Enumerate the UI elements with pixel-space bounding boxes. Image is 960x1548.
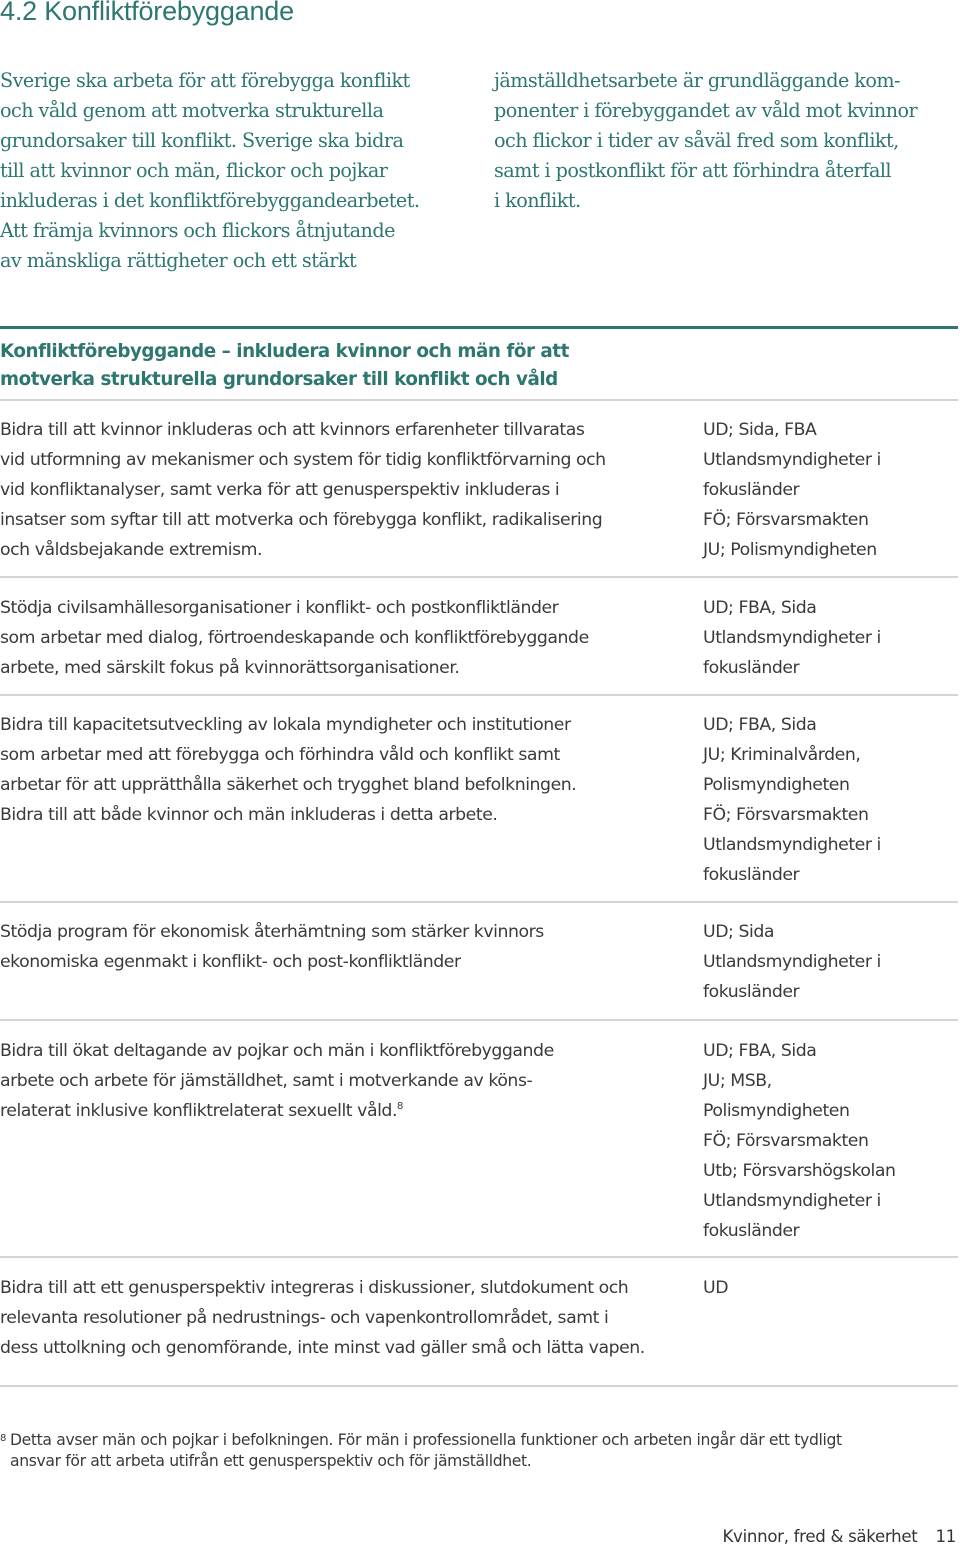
box-title: Konfliktförebyggande – inkludera kvinnor och män för att motverka strukturella grundorsaker till konflikt och våld: [0, 341, 569, 390]
row-description: Stödja civilsamhällesorganisationer i konflikt- och postkonfliktländer som arbetar med dialog, förtroendeskapande och konfliktförebyggande arbete, med särskilt fokus på kvinnorättsorganisationer.: [0, 598, 589, 678]
intro-text-left: Sverige ska arbeta för att förebygga konflikt och våld genom att motverka strukturella grundorsaker till konflikt. Sverige ska bidra till att kvinnor och män, flickor och pojkar inkluderas i det konfliktförebyggandearbetet. Att främja kvinnors och flickors åtnjutande av mänskliga rättigheter och ett stärkt: [0, 69, 420, 272]
intro-text-right: jämställdhetsarbete är grundläggande kom- ponenter i förebyggandet av våld mot kvinnor och flickor i tider av såväl fred som konflikt, samt i postkonflikt för att förhindra återfall i konflikt.: [494, 69, 918, 212]
page-number: 11: [935, 1527, 956, 1546]
divider: [0, 1019, 958, 1021]
row-responsible: UD; FBA, Sida JU; MSB, Polismyndigheten FÖ; Försvarsmakten Utb; Försvarshögskolan Utlandsmyndigheter i fokusländer: [703, 1041, 896, 1241]
row-responsible: UD; FBA, Sida Utlandsmyndigheter i fokusländer: [703, 598, 881, 678]
divider: [0, 694, 958, 696]
row-description: Bidra till att kvinnor inkluderas och att kvinnors erfarenheter tillvaratas vid utformning av mekanismer och system för tidig konfliktförvarning och vid konfliktanalyser, samt verka för att genusperspektiv inkluderas i insatser som syftar till att motverka och förebygga konflikt, radikalisering och våldsbejakande extremism.: [0, 420, 606, 560]
row-description: [0, 1036, 690, 1126]
divider: [0, 576, 958, 578]
row-responsible: UD; FBA, Sida JU; Kriminalvården, Polismyndigheten FÖ; Försvarsmakten Utlandsmyndigheter i fokusländer: [703, 715, 881, 885]
row-description: Stödja program för ekonomisk återhämtning som stärker kvinnors ekonomiska egenmakt i konflikt- och post-konfliktländer: [0, 922, 544, 972]
divider: [0, 901, 958, 903]
footnote-number: 8: [0, 1433, 7, 1444]
row-responsible: UD: [703, 1278, 729, 1298]
footnote-text: Detta avser män och pojkar i befolkningen. För män i professionella funktioner och arbeten ingår där ett tydligt ansvar för att arbeta utifrån ett genusperspektiv och för jämställdhet.: [10, 1431, 842, 1470]
publication-title: Kvinnor, fred & säkerhet: [722, 1527, 918, 1546]
row-responsible: UD; Sida, FBA Utlandsmyndigheter i fokusländer FÖ; Försvarsmakten JU; Polismyndigheten: [703, 420, 881, 560]
box-bottom-rule: [0, 1385, 958, 1387]
row-description: Bidra till kapacitetsutveckling av lokala myndigheter och institutioner som arbetar med att förebygga och förhindra våld och konflikt samt arbetar för att upprätthålla säkerhet och trygghet bland befolkningen. Bidra till att både kvinnor och män inkluderas i detta arbete.: [0, 715, 577, 825]
divider: [0, 399, 958, 401]
row-description: Bidra till att ett genusperspektiv integreras i diskussioner, slutdokument och relevanta resolutioner på nedrustnings- och vapenkontrollområdet, samt i dess uttolkning och genomförande, inte minst vad gäller små och lätta vapen.: [0, 1278, 645, 1358]
box-top-rule: [0, 326, 958, 329]
page-footer: [722, 1527, 956, 1546]
section-heading: 4.2 Konfliktförebyggande: [0, 0, 294, 26]
divider: [0, 1256, 958, 1258]
row-description-text: Bidra till ökat deltagande av pojkar och män i konfliktförebyggande arbete och arbete för jämställdhet, samt i motverkande av köns- relaterat inklusive konfliktrelaterat sexuellt våld.: [0, 1041, 554, 1121]
row-responsible: UD; Sida Utlandsmyndigheter i fokusländer: [703, 922, 881, 1002]
footnote-ref: 8: [397, 1101, 403, 1112]
